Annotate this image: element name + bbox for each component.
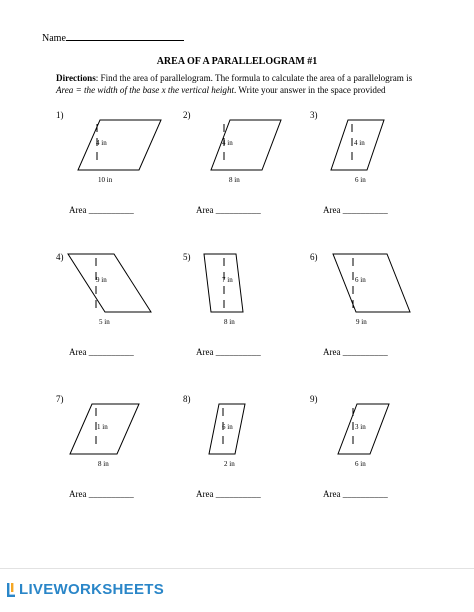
base-label: 8 in [98, 460, 109, 468]
problem-3 [310, 110, 388, 215]
problem-8 [183, 394, 261, 499]
problem-number: 4) [56, 252, 64, 262]
name-label: Name [42, 33, 66, 44]
base-label: 8 in [229, 176, 240, 184]
height-label: 6 in [222, 423, 233, 431]
problem-number: 8) [183, 394, 191, 404]
area-answer-field[interactable]: Area __________ [323, 347, 388, 357]
area-answer-field[interactable]: Area __________ [323, 489, 388, 499]
problem-6 [310, 252, 410, 357]
area-answer-field[interactable]: Area __________ [196, 489, 261, 499]
footer-bar [0, 568, 474, 612]
area-answer-field[interactable]: Area __________ [69, 205, 134, 215]
parallelogram-shape [78, 120, 161, 170]
height-label: 4 in [222, 139, 233, 147]
height-label: 4 in [96, 139, 107, 147]
area-answer-field[interactable]: Area __________ [196, 347, 261, 357]
problem-number: 7) [56, 394, 64, 404]
problem-number: 6) [310, 252, 318, 262]
base-label: 8 in [224, 318, 235, 326]
directions-line-1: : Find the area of parallelogram. The formula to calculate the area of a parallelogram is [95, 73, 413, 83]
liveworksheets-logo [6, 581, 164, 598]
height-label: 1 in [97, 423, 108, 431]
problem-4 [56, 252, 151, 357]
area-answer-field[interactable]: Area __________ [69, 489, 134, 499]
area-answer-field[interactable]: Area __________ [323, 205, 388, 215]
worksheet-title: AREA OF A PARALLELOGRAM #1 [156, 56, 318, 67]
logo-mark-icon [6, 582, 16, 598]
problem-5 [183, 252, 261, 357]
problem-number: 9) [310, 394, 318, 404]
footer-brand: LIVEWORKSHEETS [19, 581, 165, 598]
problem-number: 2) [183, 110, 191, 120]
directions-label: Directions [56, 73, 96, 83]
area-answer-field[interactable]: Area __________ [196, 205, 261, 215]
parallelogram-shape [333, 254, 410, 312]
directions-line-2: . Write your answer in the space provided [234, 85, 386, 95]
height-label: 9 in [96, 276, 107, 284]
height-label: 7 in [222, 276, 233, 284]
problem-number: 1) [56, 110, 64, 120]
area-formula: Area = the width of the base x the vertical height [56, 85, 235, 95]
base-label: 10 in [98, 176, 113, 184]
problem-1 [56, 110, 161, 215]
problem-number: 5) [183, 252, 191, 262]
height-label: 3 in [355, 423, 366, 431]
base-label: 2 in [224, 460, 235, 468]
base-label: 6 in [355, 176, 366, 184]
height-label: 4 in [354, 139, 365, 147]
base-label: 6 in [355, 460, 366, 468]
base-label: 5 in [99, 318, 110, 326]
problem-7 [56, 394, 139, 499]
area-answer-field[interactable]: Area __________ [69, 347, 134, 357]
problem-number: 3) [310, 110, 318, 120]
problem-2 [183, 110, 281, 215]
problem-9 [310, 394, 389, 499]
base-label: 9 in [356, 318, 367, 326]
parallelogram-shape [68, 254, 151, 312]
height-label: 6 in [355, 276, 366, 284]
